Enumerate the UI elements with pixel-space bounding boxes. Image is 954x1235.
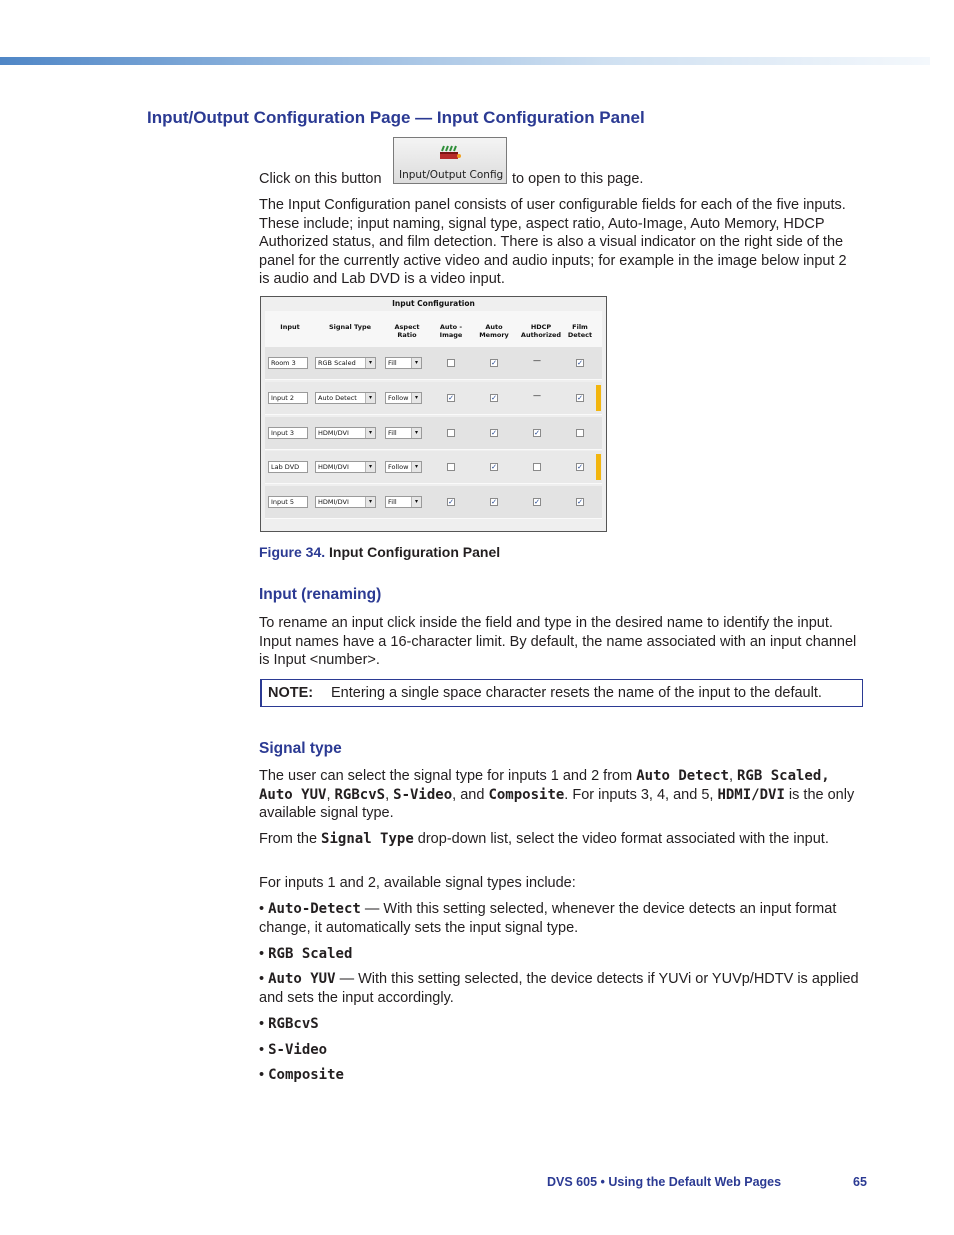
input-name-field[interactable]: Room 3 [268,357,308,369]
figure-number: Figure 34. [259,544,326,560]
signal-type-select-value: RGB Scaled [318,359,356,367]
header-auto-memory: Auto Memory [479,323,509,339]
chevron-down-icon: ▾ [365,393,375,403]
auto-memory-checkbox[interactable]: ✓ [491,463,497,471]
bullet-auto-yuv: • Auto YUV — With this setting selected, the device detects if YUVi or YUVp/HDTV is applied and sets the input accordingly. [259,971,859,1006]
hdcp-authorized-checkbox-na: — [533,391,541,400]
header-auto-image: Auto - Image [439,323,463,339]
click-instruction-after: to open to this page. [512,171,644,187]
header-hdcp-authorized: HDCP Authorized [520,323,562,339]
figure-caption-text: Input Configuration Panel [329,544,501,560]
input-name-field[interactable]: Input 5 [268,496,308,508]
signal-type-select[interactable] [315,427,376,439]
header-signal-type: Signal Type [328,323,372,331]
input-renaming-body: To rename an input click inside the field and type in the desired name to identify the input. Input names have a 16-character limit. By default, the name associated with an input channel is Input <number>. [259,615,857,668]
aspect-ratio-select-value: Fill [388,429,397,437]
auto-image-checkbox[interactable]: ✓ [448,498,454,506]
bullet-auto-detect: • Auto-Detect — With this setting selected, whenever the device detects an input format change, it automatically sets the input signal type. [259,901,837,936]
film-detect-checkbox[interactable]: ✓ [577,359,583,367]
bullet-composite: • Composite [259,1067,344,1083]
aspect-ratio-select-value: Follow [388,394,409,402]
signal-type-select[interactable] [315,496,376,508]
input-renaming-heading: Input (renaming) [259,586,382,603]
header-aspect-ratio: Aspect Ratio [394,323,420,339]
hdcp-authorized-checkbox[interactable]: ✓ [534,429,540,437]
panel-row [265,382,602,415]
input-configuration-panel [260,296,607,532]
input-output-config-label: Input/Output Config [399,169,504,181]
auto-memory-checkbox[interactable]: ✓ [491,394,497,402]
panel-row [265,451,602,484]
aspect-ratio-select[interactable] [385,357,422,369]
signal-type-select[interactable] [315,461,376,473]
auto-memory-checkbox[interactable]: ✓ [491,429,497,437]
aspect-ratio-select[interactable] [385,427,422,439]
film-detect-checkbox[interactable]: ✓ [577,394,583,402]
intro-paragraph: The Input Configuration panel consists of user configurable fields for each of the five inputs. These include; input naming, signal type, aspect ratio, Auto-Image, Auto Memory, HDCP Authorized status, and film detection. There is also a visual indicator on the right side of the panel for the currently active video and audio inputs; for example in the image below input 2 is audio and Lab DVD is a video input. [259,197,847,287]
input-name-field[interactable]: Lab DVD [268,461,308,473]
aspect-ratio-select-value: Fill [388,498,397,506]
chevron-down-icon: ▾ [365,497,375,507]
chevron-down-icon: ▾ [365,358,375,368]
signal-type-paragraph-3: For inputs 1 and 2, available signal types include: [259,875,576,891]
panel-row [265,347,602,380]
chevron-down-icon: ▾ [365,428,375,438]
hdcp-authorized-checkbox-na: — [533,356,541,365]
auto-image-checkbox[interactable]: ✓ [448,394,454,402]
signal-type-paragraph-2: From the Signal Type drop-down list, select the video format associated with the input. [259,831,829,847]
signal-type-select-value: Auto Detect [318,394,357,402]
figure-caption [259,544,500,560]
signal-type-heading: Signal type [259,740,342,757]
aspect-ratio-select-value: Follow [388,463,409,471]
signal-type-select[interactable] [315,392,376,404]
aspect-ratio-select[interactable] [385,392,422,404]
section-title: Input/Output Configuration Page — Input Configuration Panel [147,108,645,127]
header-film-detect: Film Detect [567,323,593,339]
footer-text: DVS 605 • Using the Default Web Pages [547,1175,782,1189]
auto-image-checkbox[interactable] [447,429,455,437]
chevron-down-icon: ▾ [411,497,421,507]
signal-type-select-value: HDMI/DVI [318,463,349,471]
rack-device-icon [438,144,462,162]
hdcp-authorized-checkbox[interactable]: ✓ [534,498,540,506]
header-input: Input [280,323,300,331]
active-input-indicator [596,385,601,411]
click-instruction-before: Click on this button [259,171,382,187]
input-output-config-button[interactable] [393,137,507,184]
panel-title: Input Configuration [392,299,475,308]
signal-type-select-value: HDMI/DVI [318,429,349,437]
input-name-field[interactable]: Input 2 [268,392,308,404]
aspect-ratio-select-value: Fill [388,359,397,367]
aspect-ratio-select[interactable] [385,461,422,473]
chevron-down-icon: ▾ [411,462,421,472]
input-name-field[interactable]: Input 3 [268,427,308,439]
bullet-rgbcvs: • RGBcvS [259,1016,319,1032]
page-number: 65 [853,1175,867,1189]
signal-type-select[interactable] [315,357,376,369]
panel-row [265,486,602,519]
chevron-down-icon: ▾ [365,462,375,472]
hdcp-authorized-checkbox[interactable] [533,463,541,471]
aspect-ratio-select[interactable] [385,496,422,508]
panel-row [265,417,602,450]
bullet-s-video: • S-Video [259,1042,328,1058]
signal-type-paragraph-1: The user can select the signal type for inputs 1 and 2 from Auto Detect, RGB Scaled, Auto YUV, RGBcvS, S-Video, and Composite. For inputs 3, 4, and 5, HDMI/DVI is the only available signal type. [259,768,855,821]
note-text: Entering a single space character resets the name of the input to the default. [331,685,822,701]
film-detect-checkbox[interactable]: ✓ [577,463,583,471]
active-input-indicator [596,454,601,480]
panel-header-row [265,311,602,348]
chevron-down-icon: ▾ [411,428,421,438]
auto-image-checkbox[interactable] [447,463,455,471]
auto-memory-checkbox[interactable]: ✓ [491,359,497,367]
note-label: NOTE: [268,685,314,701]
film-detect-checkbox[interactable]: ✓ [577,498,583,506]
signal-type-select-value: HDMI/DVI [318,498,349,506]
chevron-down-icon: ▾ [411,358,421,368]
film-detect-checkbox[interactable] [576,429,584,437]
click-instruction [259,137,859,189]
auto-memory-checkbox[interactable]: ✓ [491,498,497,506]
bullet-rgb-scaled: • RGB Scaled [259,946,353,962]
auto-image-checkbox[interactable] [447,359,455,367]
page-top-bar [0,57,930,65]
note-box [260,679,863,707]
chevron-down-icon: ▾ [411,393,421,403]
